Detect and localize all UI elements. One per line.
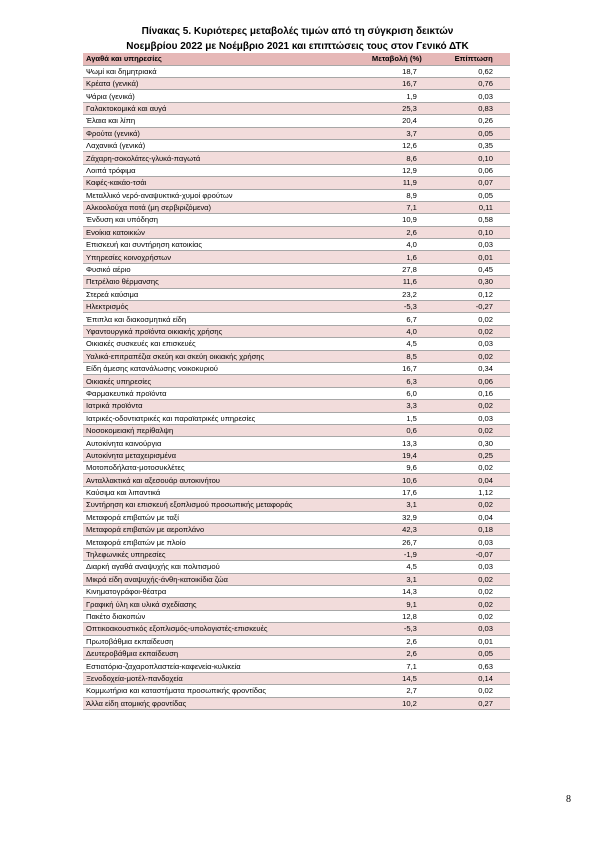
row-change-percent: 12,9 xyxy=(402,165,417,175)
row-impact: 0,34 xyxy=(478,364,493,374)
table-row xyxy=(83,673,510,685)
title-line-2: Νοεμβρίου 2022 με Νοέμβριο 2021 και επιπτώσεις τους στον Γενικό ΔΤΚ xyxy=(126,41,469,52)
row-item-name: Λοιπά τρόφιμα xyxy=(86,165,136,175)
row-change-percent: 8,9 xyxy=(406,190,417,200)
table-row xyxy=(83,375,510,387)
row-change-percent: 10,9 xyxy=(402,215,417,225)
row-item-name: Μεταφορά επιβατών με πλοίο xyxy=(86,537,186,547)
row-item-name: Είδη άμεσης κατανάλωσης νοικοκυριού xyxy=(86,364,218,374)
row-change-percent: 2,6 xyxy=(406,649,417,659)
table-row xyxy=(83,512,510,524)
row-impact: 0,18 xyxy=(478,525,493,535)
row-impact: 0,02 xyxy=(478,686,493,696)
row-item-name: Ηλεκτρισμός xyxy=(86,302,129,312)
row-impact: 0,16 xyxy=(478,388,493,398)
row-change-percent: 10,2 xyxy=(402,698,417,708)
row-impact: 0,05 xyxy=(478,649,493,659)
row-impact: 0,02 xyxy=(478,326,493,336)
row-change-percent: 9,1 xyxy=(406,599,417,609)
table-row xyxy=(83,648,510,660)
row-impact: 0,02 xyxy=(478,587,493,597)
table-row xyxy=(83,66,510,78)
row-item-name: Τηλεφωνικές υπηρεσίες xyxy=(86,550,166,560)
table-row xyxy=(83,313,510,325)
row-change-percent: 26,7 xyxy=(402,537,417,547)
table-row xyxy=(83,536,510,548)
row-change-percent: 3,1 xyxy=(406,574,417,584)
table-row xyxy=(83,574,510,586)
table-row xyxy=(83,177,510,189)
row-impact: 0,01 xyxy=(478,252,493,262)
table-row xyxy=(83,214,510,226)
row-change-percent: 6,3 xyxy=(406,376,417,386)
row-impact: 0,01 xyxy=(478,636,493,646)
row-item-name: Μεταφορά επιβατών με ταξί xyxy=(86,512,179,522)
table-row xyxy=(83,276,510,288)
row-impact: 0,25 xyxy=(478,450,493,460)
row-item-name: Ζάχαρη-σοκολάτες-γλυκά-παγωτά xyxy=(86,153,201,163)
table-row xyxy=(83,598,510,610)
row-change-percent: 10,6 xyxy=(402,475,417,485)
table-row xyxy=(83,474,510,486)
row-impact: 0,45 xyxy=(478,265,493,275)
row-item-name: Ξενοδοχεία-μοτέλ-πανδοχεία xyxy=(86,673,183,683)
row-item-name: Νοσοκομειακή περίθαλψη xyxy=(86,426,174,436)
row-impact: 0,02 xyxy=(478,314,493,324)
table-row xyxy=(83,165,510,177)
row-item-name: Φρούτα (γενικά) xyxy=(86,128,140,138)
row-impact: 0,05 xyxy=(478,190,493,200)
row-impact: 0,30 xyxy=(478,438,493,448)
row-item-name: Ιατρικά προϊόντα xyxy=(86,401,143,411)
table-row xyxy=(83,685,510,697)
row-change-percent: 0,6 xyxy=(406,426,417,436)
row-item-name: Ανταλλακτικά και αξεσουάρ αυτοκινήτου xyxy=(86,475,220,485)
row-change-percent: 27,8 xyxy=(402,265,417,275)
row-item-name: Μεταλλικό νερό-αναψυκτικά-χυμοί φρούτων xyxy=(86,190,233,200)
row-impact: 0,03 xyxy=(478,339,493,349)
table-row xyxy=(83,363,510,375)
row-impact: 0,04 xyxy=(478,512,493,522)
row-item-name: Οικιακές συσκευές και επισκευές xyxy=(86,339,196,349)
row-change-percent: -5,3 xyxy=(403,624,417,634)
row-change-percent: 18,7 xyxy=(402,66,417,76)
row-change-percent: 14,3 xyxy=(402,587,417,597)
row-item-name: Έλαια και λίπη xyxy=(86,116,136,126)
row-change-percent: 6,7 xyxy=(406,314,417,324)
row-item-name: Μεταφορά επιβατών με αεροπλάνο xyxy=(86,525,205,535)
row-impact: 0,06 xyxy=(478,165,493,175)
row-item-name: Καύσιμα και λιπαντικά xyxy=(86,488,161,498)
table-row xyxy=(83,90,510,102)
table-row xyxy=(83,152,510,164)
table-row xyxy=(83,636,510,648)
row-impact: 0,04 xyxy=(478,475,493,485)
table-row xyxy=(83,239,510,251)
row-impact: 0,03 xyxy=(478,240,493,250)
row-impact: 0,06 xyxy=(478,376,493,386)
row-item-name: Καφές-κακάο-τσάι xyxy=(86,178,147,188)
row-change-percent: 1,5 xyxy=(406,413,417,423)
row-impact: 0,03 xyxy=(478,562,493,572)
row-change-percent: 12,6 xyxy=(402,141,417,151)
row-item-name: Ενοίκια κατοικιών xyxy=(86,227,145,237)
row-change-percent: 3,3 xyxy=(406,401,417,411)
row-impact: 0,02 xyxy=(478,500,493,510)
row-item-name: Αλκοολούχα ποτά (μη σερβιριζόμενα) xyxy=(86,203,212,213)
row-item-name: Στερεά καύσιμα xyxy=(86,289,139,299)
table-row xyxy=(83,388,510,400)
header-impact: Επίπτωση xyxy=(454,54,493,64)
row-change-percent: 3,1 xyxy=(406,500,417,510)
table-row xyxy=(83,413,510,425)
table-row xyxy=(83,561,510,573)
row-item-name: Κρέατα (γενικά) xyxy=(86,79,139,89)
row-change-percent: 8,5 xyxy=(406,351,417,361)
row-change-percent: 11,9 xyxy=(402,178,417,188)
table-row xyxy=(83,251,510,263)
row-impact: 0,83 xyxy=(478,103,493,113)
row-impact: 0,02 xyxy=(478,426,493,436)
row-change-percent: 2,7 xyxy=(406,686,417,696)
table-row xyxy=(83,499,510,511)
row-item-name: Υαλικά-επιτραπέζια σκεύη και σκεύη οικιακής χρήσης xyxy=(86,351,265,361)
row-item-name: Πρωτοβάθμια εκπαίδευση xyxy=(86,636,174,646)
table-row xyxy=(83,326,510,338)
table-row xyxy=(83,103,510,115)
row-item-name: Υφαντουργικά προϊόντα οικιακής χρήσης xyxy=(86,326,223,336)
row-change-percent: 19,4 xyxy=(402,450,417,460)
table-row xyxy=(83,437,510,449)
header-goods-services: Αγαθά και υπηρεσίες xyxy=(86,54,162,64)
table-row xyxy=(83,338,510,350)
row-change-percent: 32,9 xyxy=(402,512,417,522)
table-row xyxy=(83,264,510,276)
table-row xyxy=(83,487,510,499)
table-row xyxy=(83,660,510,672)
row-item-name: Οικιακές υπηρεσίες xyxy=(86,376,152,386)
row-impact: 0,10 xyxy=(478,153,493,163)
price-changes-table xyxy=(83,53,510,710)
row-change-percent: 8,6 xyxy=(406,153,417,163)
table-row xyxy=(83,115,510,127)
row-impact: 0,02 xyxy=(478,401,493,411)
table-row xyxy=(83,586,510,598)
row-change-percent: -1,9 xyxy=(403,550,417,560)
row-impact: 0,03 xyxy=(478,91,493,101)
row-change-percent: 13,3 xyxy=(402,438,417,448)
row-item-name: Διαρκή αγαθά αναψυχής και πολιτισμού xyxy=(86,562,220,572)
table-row xyxy=(83,450,510,462)
row-change-percent: -5,3 xyxy=(403,302,417,312)
table-row xyxy=(83,140,510,152)
row-item-name: Συντήρηση και επισκευή εξοπλισμού προσωπικής μεταφοράς xyxy=(86,500,293,510)
row-item-name: Φαρμακευτικά προϊόντα xyxy=(86,388,167,398)
row-change-percent: 4,0 xyxy=(406,240,417,250)
row-change-percent: 4,0 xyxy=(406,326,417,336)
row-change-percent: 2,6 xyxy=(406,636,417,646)
table-row xyxy=(83,611,510,623)
row-item-name: Πετρέλαιο θέρμανσης xyxy=(86,277,159,287)
row-change-percent: 11,6 xyxy=(402,277,417,287)
table-row xyxy=(83,425,510,437)
row-item-name: Ψωμί και δημητριακά xyxy=(86,66,157,76)
row-item-name: Επισκευή και συντήρηση κατοικίας xyxy=(86,240,203,250)
row-impact: 0,35 xyxy=(478,141,493,151)
row-change-percent: 7,1 xyxy=(406,203,417,213)
title-line-1: Πίνακας 5. Κυριότερες μεταβολές τιμών από τη σύγκριση δεικτών xyxy=(141,26,454,37)
row-impact: 0,14 xyxy=(478,673,493,683)
table-title xyxy=(0,24,595,54)
row-change-percent: 1,6 xyxy=(406,252,417,262)
row-item-name: Δευτεροβάθμια εκπαίδευση xyxy=(86,649,179,659)
row-impact: 0,02 xyxy=(478,611,493,621)
row-item-name: Κινηματογράφοι-θέατρα xyxy=(86,587,167,597)
row-change-percent: 42,3 xyxy=(402,525,417,535)
table-row xyxy=(83,202,510,214)
row-change-percent: 14,5 xyxy=(402,673,417,683)
row-impact: 0,03 xyxy=(478,413,493,423)
row-item-name: Αυτοκίνητα μεταχειρισμένα xyxy=(86,450,176,460)
table-row xyxy=(83,78,510,90)
row-change-percent: 16,7 xyxy=(402,364,417,374)
row-impact: 0,58 xyxy=(478,215,493,225)
row-change-percent: 9,6 xyxy=(406,463,417,473)
row-change-percent: 7,1 xyxy=(406,661,417,671)
row-impact: 0,27 xyxy=(478,698,493,708)
row-impact: 0,03 xyxy=(478,624,493,634)
row-change-percent: 23,2 xyxy=(402,289,417,299)
row-item-name: Αυτοκίνητα καινούργια xyxy=(86,438,162,448)
table-row xyxy=(83,462,510,474)
table-body xyxy=(83,66,510,710)
row-impact: 0,76 xyxy=(478,79,493,89)
row-change-percent: 25,3 xyxy=(402,103,417,113)
row-impact: 0,12 xyxy=(478,289,493,299)
table-row xyxy=(83,301,510,313)
row-change-percent: 3,7 xyxy=(406,128,417,138)
row-item-name: Κομμωτήρια και καταστήματα προσωπικής φροντίδας xyxy=(86,686,267,696)
row-change-percent: 4,5 xyxy=(406,339,417,349)
row-item-name: Πακέτο διακοπών xyxy=(86,611,146,621)
row-impact: 0,62 xyxy=(478,66,493,76)
row-change-percent: 20,4 xyxy=(402,116,417,126)
row-item-name: Ιατρικές-οδοντιατρικές και παραϊατρικές υπηρεσίες xyxy=(86,413,256,423)
table-row xyxy=(83,524,510,536)
row-impact: -0,07 xyxy=(475,550,493,560)
row-item-name: Έπιπλα και διακοσμητικά είδη xyxy=(86,314,187,324)
row-change-percent: 16,7 xyxy=(402,79,417,89)
row-impact: 0,07 xyxy=(478,178,493,188)
row-item-name: Υπηρεσίες κοινοχρήστων xyxy=(86,252,172,262)
row-impact: 0,05 xyxy=(478,128,493,138)
row-item-name: Γαλακτοκομικά και αυγά xyxy=(86,103,167,113)
row-change-percent: 12,8 xyxy=(402,611,417,621)
row-change-percent: 6,0 xyxy=(406,388,417,398)
row-item-name: Φυσικό αέριο xyxy=(86,265,131,275)
table-row xyxy=(83,549,510,561)
row-change-percent: 17,6 xyxy=(402,488,417,498)
table-row xyxy=(83,351,510,363)
header-change-percent: Μεταβολή (%) xyxy=(371,54,422,64)
row-impact: 0,02 xyxy=(478,351,493,361)
row-change-percent: 1,9 xyxy=(406,91,417,101)
table-row xyxy=(83,289,510,301)
row-impact: 0,03 xyxy=(478,537,493,547)
row-impact: 0,30 xyxy=(478,277,493,287)
row-impact: 0,26 xyxy=(478,116,493,126)
row-impact: 0,11 xyxy=(478,203,493,213)
row-item-name: Λαχανικά (γενικά) xyxy=(86,141,146,151)
row-item-name: Οπτικοακουστικός εξοπλισμός-υπολογιστές-επισκευές xyxy=(86,624,268,634)
table-row xyxy=(83,698,510,710)
table-row xyxy=(83,623,510,635)
row-item-name: Μικρά είδη αναψυχής-άνθη-κατοικίδια ζώα xyxy=(86,574,228,584)
row-impact: -0,27 xyxy=(475,302,493,312)
row-change-percent: 2,6 xyxy=(406,227,417,237)
row-impact: 0,63 xyxy=(478,661,493,671)
row-item-name: Μοτοποδήλατα-μοτοσυκλέτες xyxy=(86,463,185,473)
row-item-name: Γραφική ύλη και υλικά σχεδίασης xyxy=(86,599,197,609)
row-item-name: Ένδυση και υπόδηση xyxy=(86,215,159,225)
table-header-row xyxy=(83,53,510,66)
page-number: 8 xyxy=(566,794,571,805)
row-impact: 0,02 xyxy=(478,599,493,609)
table-row xyxy=(83,227,510,239)
row-item-name: Εστιατόρια-ζαχαροπλαστεία-καφενεία-κυλικεία xyxy=(86,661,241,671)
row-impact: 1,12 xyxy=(478,488,493,498)
row-change-percent: 4,5 xyxy=(406,562,417,572)
table-row xyxy=(83,190,510,202)
row-item-name: Άλλα είδη ατομικής φροντίδας xyxy=(86,698,187,708)
row-impact: 0,02 xyxy=(478,463,493,473)
row-item-name: Ψάρια (γενικά) xyxy=(86,91,135,101)
row-impact: 0,02 xyxy=(478,574,493,584)
table-row xyxy=(83,128,510,140)
table-row xyxy=(83,400,510,412)
row-impact: 0,10 xyxy=(478,227,493,237)
